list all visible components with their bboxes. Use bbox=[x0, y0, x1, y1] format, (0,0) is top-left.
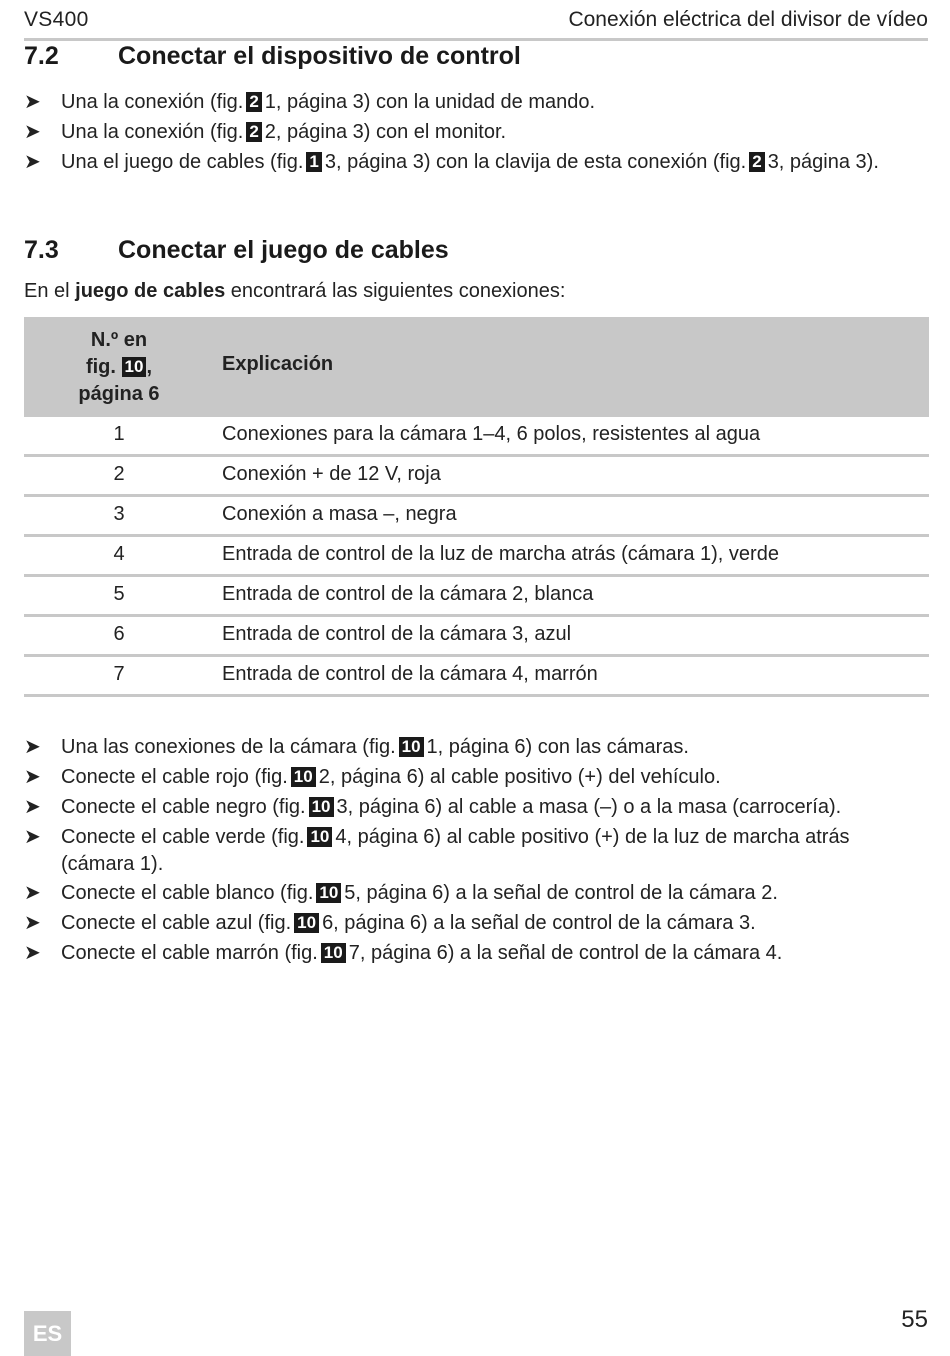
section-title: Conectar el juego de cables bbox=[118, 236, 449, 264]
table-row: 5 Entrada de control de la cámara 2, blanca bbox=[24, 577, 929, 617]
table-row: 6 Entrada de control de la cámara 3, azul bbox=[24, 617, 929, 657]
list-item: ➤ Una las conexiones de la cámara (fig. 10 1, página 6) con las cámaras. bbox=[24, 734, 890, 761]
table-header bbox=[24, 317, 929, 417]
connections-table bbox=[24, 317, 929, 697]
list-item: ➤ Conecte el cable blanco (fig. 10 5, página 6) a la señal de control de la cámara 2. bbox=[24, 880, 890, 907]
language-badge: ES bbox=[24, 1311, 71, 1356]
arrow-bullet-icon: ➤ bbox=[24, 942, 41, 964]
intro-paragraph: En el juego de cables encontrará las siguientes conexiones: bbox=[24, 280, 566, 302]
arrow-bullet-icon: ➤ bbox=[24, 121, 41, 143]
list-item: ➤ Conecte el cable azul (fig. 10 6, página 6) a la señal de control de la cámara 3. bbox=[24, 910, 890, 937]
section-number: 7.2 bbox=[24, 42, 59, 70]
list-item: ➤ Una la conexión (fig. 2 1, página 3) con la unidad de mando. bbox=[24, 89, 890, 116]
figure-badge: 2 bbox=[246, 92, 261, 112]
figure-badge: 10 bbox=[316, 883, 341, 903]
figure-badge: 10 bbox=[122, 357, 147, 377]
arrow-bullet-icon: ➤ bbox=[24, 796, 41, 818]
arrow-bullet-icon: ➤ bbox=[24, 912, 41, 934]
table-row: 2 Conexión + de 12 V, roja bbox=[24, 457, 929, 497]
arrow-bullet-icon: ➤ bbox=[24, 826, 41, 848]
column-header-number: N.º en fig. 10 , página 6 bbox=[78, 329, 160, 405]
figure-badge: 1 bbox=[306, 152, 321, 172]
table-row: 3 Conexión a masa –, negra bbox=[24, 497, 929, 537]
page-number: 55 bbox=[901, 1306, 928, 1333]
figure-badge: 10 bbox=[309, 797, 334, 817]
figure-badge: 10 bbox=[399, 737, 424, 757]
figure-badge: 2 bbox=[749, 152, 764, 172]
list-item: ➤ Conecte el cable rojo (fig. 10 2, página 6) al cable positivo (+) del vehículo. bbox=[24, 764, 890, 791]
list-item: ➤ Conecte el cable negro (fig. 10 3, página 6) al cable a masa (–) o a la masa (carrocería). bbox=[24, 794, 890, 821]
list-item: ➤ Conecte el cable marrón (fig. 10 7, página 6) a la señal de control de la cámara 4. bbox=[24, 940, 890, 967]
table-row: 1 Conexiones para la cámara 1–4, 6 polos, resistentes al agua bbox=[24, 417, 929, 457]
arrow-bullet-icon: ➤ bbox=[24, 736, 41, 758]
arrow-bullet-icon: ➤ bbox=[24, 91, 41, 113]
arrow-bullet-icon: ➤ bbox=[24, 151, 41, 173]
page-header bbox=[24, 6, 928, 41]
figure-badge: 10 bbox=[291, 767, 316, 787]
list-item: ➤ Una la conexión (fig. 2 2, página 3) con el monitor. bbox=[24, 119, 890, 146]
section-heading-7-3 bbox=[24, 236, 449, 265]
figure-badge: 10 bbox=[307, 827, 332, 847]
figure-badge: 2 bbox=[246, 122, 261, 142]
section-title: Conectar el dispositivo de control bbox=[118, 42, 521, 70]
chapter-title: Conexión eléctrica del divisor de vídeo bbox=[568, 8, 928, 31]
column-header-explanation: Explicación bbox=[222, 353, 334, 375]
section-heading-7-2 bbox=[24, 42, 521, 71]
list-item: ➤ Una el juego de cables (fig. 1 3, página 3) con la clavija de esta conexión (fig. 2 3, página 3). bbox=[24, 149, 890, 176]
list-item: ➤ Conecte el cable verde (fig. 10 4, página 6) al cable positivo (+) de la luz de marcha atrás (cámara 1). bbox=[24, 824, 890, 878]
arrow-bullet-icon: ➤ bbox=[24, 766, 41, 788]
section-number: 7.3 bbox=[24, 236, 59, 264]
table-row: 4 Entrada de control de la luz de marcha atrás (cámara 1), verde bbox=[24, 537, 929, 577]
figure-badge: 10 bbox=[294, 913, 319, 933]
arrow-bullet-icon: ➤ bbox=[24, 882, 41, 904]
table-row: 7 Entrada de control de la cámara 4, marrón bbox=[24, 657, 929, 697]
figure-badge: 10 bbox=[321, 943, 346, 963]
product-name: VS400 bbox=[24, 8, 89, 31]
